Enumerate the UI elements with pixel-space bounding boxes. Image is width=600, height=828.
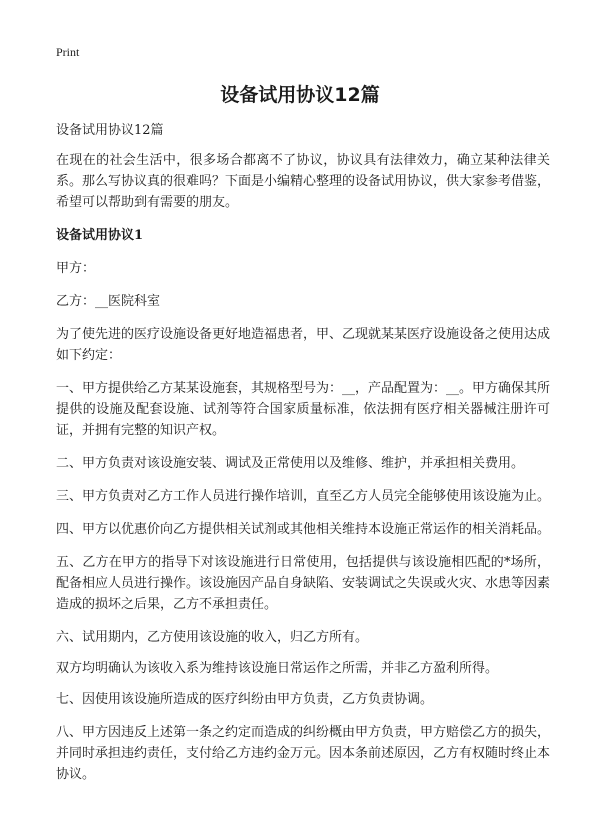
clause-4: 四、甲方以优惠价向乙方提供相关试剂或其他相关维持本设施正常运作的相关消耗品。 bbox=[56, 522, 551, 537]
document-subtitle: 设备试用协议12篇 bbox=[56, 123, 164, 138]
party-b-line: 乙方：__医院科室 bbox=[56, 294, 161, 309]
clause-2: 二、甲方负责对该设施安装、调试及正常使用以及维修、维护，并承担相关费用。 bbox=[56, 456, 525, 471]
section-heading: 设备试用协议1 bbox=[56, 228, 144, 243]
document-title: 设备试用协议12篇 bbox=[220, 84, 380, 106]
clause-7: 七、因使用该设施所造成的医疗纠纷由甲方负责，乙方负责协调。 bbox=[56, 692, 434, 707]
party-a-line: 甲方： bbox=[56, 261, 96, 276]
clause-8: 八、甲方因违反上述第一条之约定而造成的纠纷概由甲方负责，甲方赔偿乙方的损失，并同时承担违约责任，支付给乙方违约金万元。因本条前述原因，乙方有权随时终止本协议。 bbox=[56, 725, 551, 782]
clause-6-note: 双方均明确认为该收入系为维持该设施日常运作之所需，并非乙方盈利所得。 bbox=[56, 661, 499, 676]
clause-1: 一、甲方提供给乙方某某设施套，其规格型号为：__，产品配置为：__。甲方确保其所提供的设施及配套设施、试剂等符合国家质量标准，依法拥有医疗相关器械注册许可证，并拥有完整的知识产权。 bbox=[56, 381, 551, 438]
preamble-paragraph: 为了使先进的医疗设施设备更好地造福患者，甲、乙现就某某医疗设施设备之使用达成如下约定： bbox=[56, 327, 551, 363]
clause-6: 六、试用期内，乙方使用该设施的收入，归乙方所有。 bbox=[56, 630, 369, 645]
clause-3: 三、甲方负责对乙方工作人员进行操作培训，直至乙方人员完全能够使用该设施为止。 bbox=[56, 489, 551, 504]
document-body bbox=[56, 120, 550, 797]
clause-5: 五、乙方在甲方的指导下对该设施进行日常使用，包括提供与该设施相匹配的*场所，配备相应人员进行操作。该设施因产品自身缺陷、安装调试之失误或火灾、水患等因素造成的损坏之后果，乙方不承担责任。 bbox=[56, 555, 551, 612]
intro-paragraph: 在现在的社会生活中，很多场合都离不了协议，协议具有法律效力，确立某种法律关系。那么写协议真的很难吗？下面是小编精心整理的设备试用协议，供大家参考借鉴，希望可以帮助到有需要的朋友。 bbox=[56, 153, 551, 210]
print-link[interactable]: Print bbox=[56, 45, 80, 59]
